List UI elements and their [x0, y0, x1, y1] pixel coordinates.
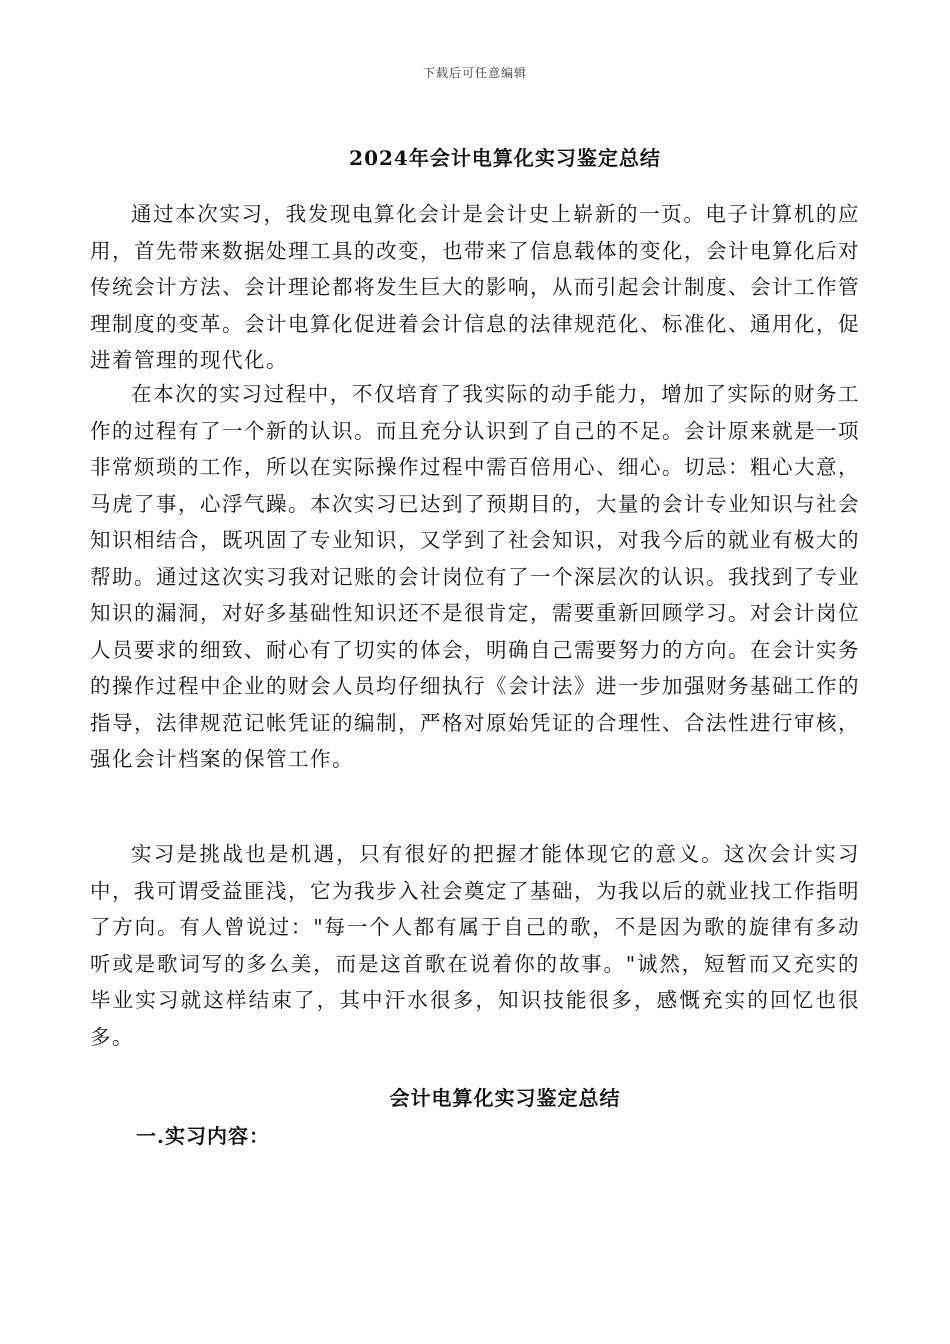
- paragraph-2: [90, 376, 860, 778]
- paragraph-3: [90, 836, 860, 1055]
- header-note: 下载后可任意编辑: [422, 66, 527, 80]
- paragraph-1: [90, 196, 860, 379]
- paragraph-text: 在本次的实习过程中，不仅培育了我实际的动手能力，增加了实际的财务工作的过程有了一个新的认识。而且充分认识到了自己的不足。会计原来就是一项非常烦琐的工作，所以在实际操作过程中需百倍用心、细心。切忌：粗心大意，马虎了事，心浮气躁。本次实习已达到了预期目的，大量的会计专业知识与社会知识相结合，既巩固了专业知识，又学到了社会知识，对我今后的就业有极大的帮助。通过这次实习我对记账的会计岗位有了一个深层次的认识。我找到了专业知识的漏洞，对好多基础性知识还不是很肯定，需要重新回顾学习。对会计岗位人员要求的细致、耐心有了切实的体会，明确自己需要努力的方向。在会计实务的操作过程中企业的财会人员均仔细执行《会计法》进一步加强财务基础工作的指导，法律规范记帐凭证的编制，严格对原始凭证的合理性、合法性进行审核，强化会计档案的保管工作。: [90, 382, 860, 771]
- paragraph-text: 通过本次实习，我发现电算化会计是会计史上崭新的一页。电子计算机的应用，首先带来数据处理工具的改变，也带来了信息载体的变化，会计电算化后对传统会计方法、会计理论都将发生巨大的影响，从而引起会计制度、会计工作管理制度的变革。会计电算化促进着会计信息的法律规范化、标准化、通用化，促进着管理的现代化。: [90, 202, 860, 372]
- paragraph-text: 实习是挑战也是机遇，只有很好的把握才能体现它的意义。这次会计实习中，我可谓受益匪浅，它为我步入社会奠定了基础，为我以后的就业找工作指明了方向。有人曾说过："每一个人都有属于自己的歌，不是因为歌的旋律有多动听或是歌词写的多么美，而是这首歌在说着你的故事。"诚然，短暂而又充实的毕业实习就这样结束了，其中汗水很多，知识技能很多，感慨充实的回忆也很多。: [90, 842, 860, 1049]
- document-title: 2024年会计电算化实习鉴定总结: [349, 146, 661, 170]
- sub-heading: 一.实习内容：: [136, 1124, 270, 1148]
- section-title: 会计电算化实习鉴定总结: [389, 1086, 621, 1110]
